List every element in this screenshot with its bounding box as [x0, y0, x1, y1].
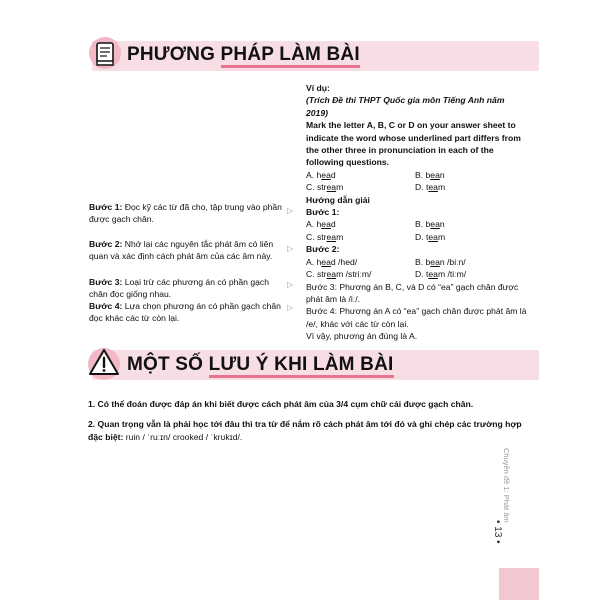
chapter-label: Chuyên đề 1: Phát âm	[502, 448, 511, 523]
page-tab	[499, 568, 539, 600]
arrow-icon: ▷	[287, 303, 294, 312]
step1-row-2: C. stream D. team	[306, 231, 446, 242]
note-2: 2. Quan trọng vẫn là phải học tới đâu thì tra từ để nắm rõ cách phát âm tới đó và ghi chép các trường hợp đặc biệt: ruin / ˈruːɪn/ crooked / ˈkrʊkɪd/.	[88, 419, 522, 442]
arrow-icon: ▷	[287, 244, 294, 253]
guide-step2: Bước 2:	[306, 244, 340, 255]
warning-icon	[86, 345, 122, 386]
arrow-icon: ▷	[287, 280, 294, 289]
guide-step3: Bước 3: Phương án B, C, và D có “ea” gạch chân được phát âm là /iː/.	[306, 281, 519, 304]
book-icon	[88, 35, 122, 76]
guide-step4: Bước 4: Phương án A có “ea” gạch chân được phát âm là /e/, khác với các từ còn lại.	[306, 306, 527, 329]
example-label: Ví dụ:	[306, 83, 330, 93]
conclusion: Vì vậy, phương án đúng là A.	[306, 331, 418, 342]
guide-step1: Bước 1:	[306, 207, 340, 218]
example-instruction: Mark the letter A, B, C or D on your answer sheet to indicate the word whose underlined part differs from the other three in pronunciation in each of the following questions.	[306, 120, 521, 168]
section1-title	[127, 44, 360, 66]
step2-row-2: C. stream /striːm/ D. team /tiːm/	[306, 269, 467, 280]
section2-title-part1: MỘT SỐ	[127, 354, 209, 375]
options-row-2: C. stream D. team	[306, 182, 446, 193]
section1-title-part1: PHƯƠNG	[127, 44, 221, 65]
section2-title-part2: LƯU Ý KHI LÀM BÀI	[209, 354, 394, 378]
note-1: 1. Có thể đoán được đáp án khi biết được cách phát âm của 3/4 cụm chữ cái được gạch chân.	[88, 399, 474, 409]
guide-heading: Hướng dẫn giải	[306, 194, 370, 205]
section1-title-part2: PHÁP LÀM BÀI	[221, 44, 360, 68]
left-step1: Bước 1: Đọc kỹ các từ đã cho, tập trung vào phần được gạch chân.	[89, 202, 282, 225]
step1-row-1: A. head B. bean	[306, 219, 445, 230]
example-block	[306, 82, 528, 343]
left-step4: Bước 4: Lựa chọn phương án có phần gạch chân đọc khác các từ còn lại.	[89, 301, 281, 324]
step2-row-1: A. head /hed/ B. bean /biːn/	[306, 256, 466, 267]
left-step3: Bước 3: Loại trừ các phương án có phần gạch chân đọc giống nhau.	[89, 277, 269, 300]
page-number: • 13 •	[492, 520, 503, 544]
options-row-1: A. head B. bean	[306, 169, 445, 180]
section2-title	[127, 354, 394, 376]
arrow-icon: ▷	[287, 206, 294, 215]
left-step2: Bước 2: Nhớ lại các nguyên tắc phát âm có liên quan và xác định cách phát âm của các âm này.	[89, 239, 274, 262]
example-source: (Trích Đề thi THPT Quốc gia môn Tiếng Anh năm 2019)	[306, 95, 505, 118]
